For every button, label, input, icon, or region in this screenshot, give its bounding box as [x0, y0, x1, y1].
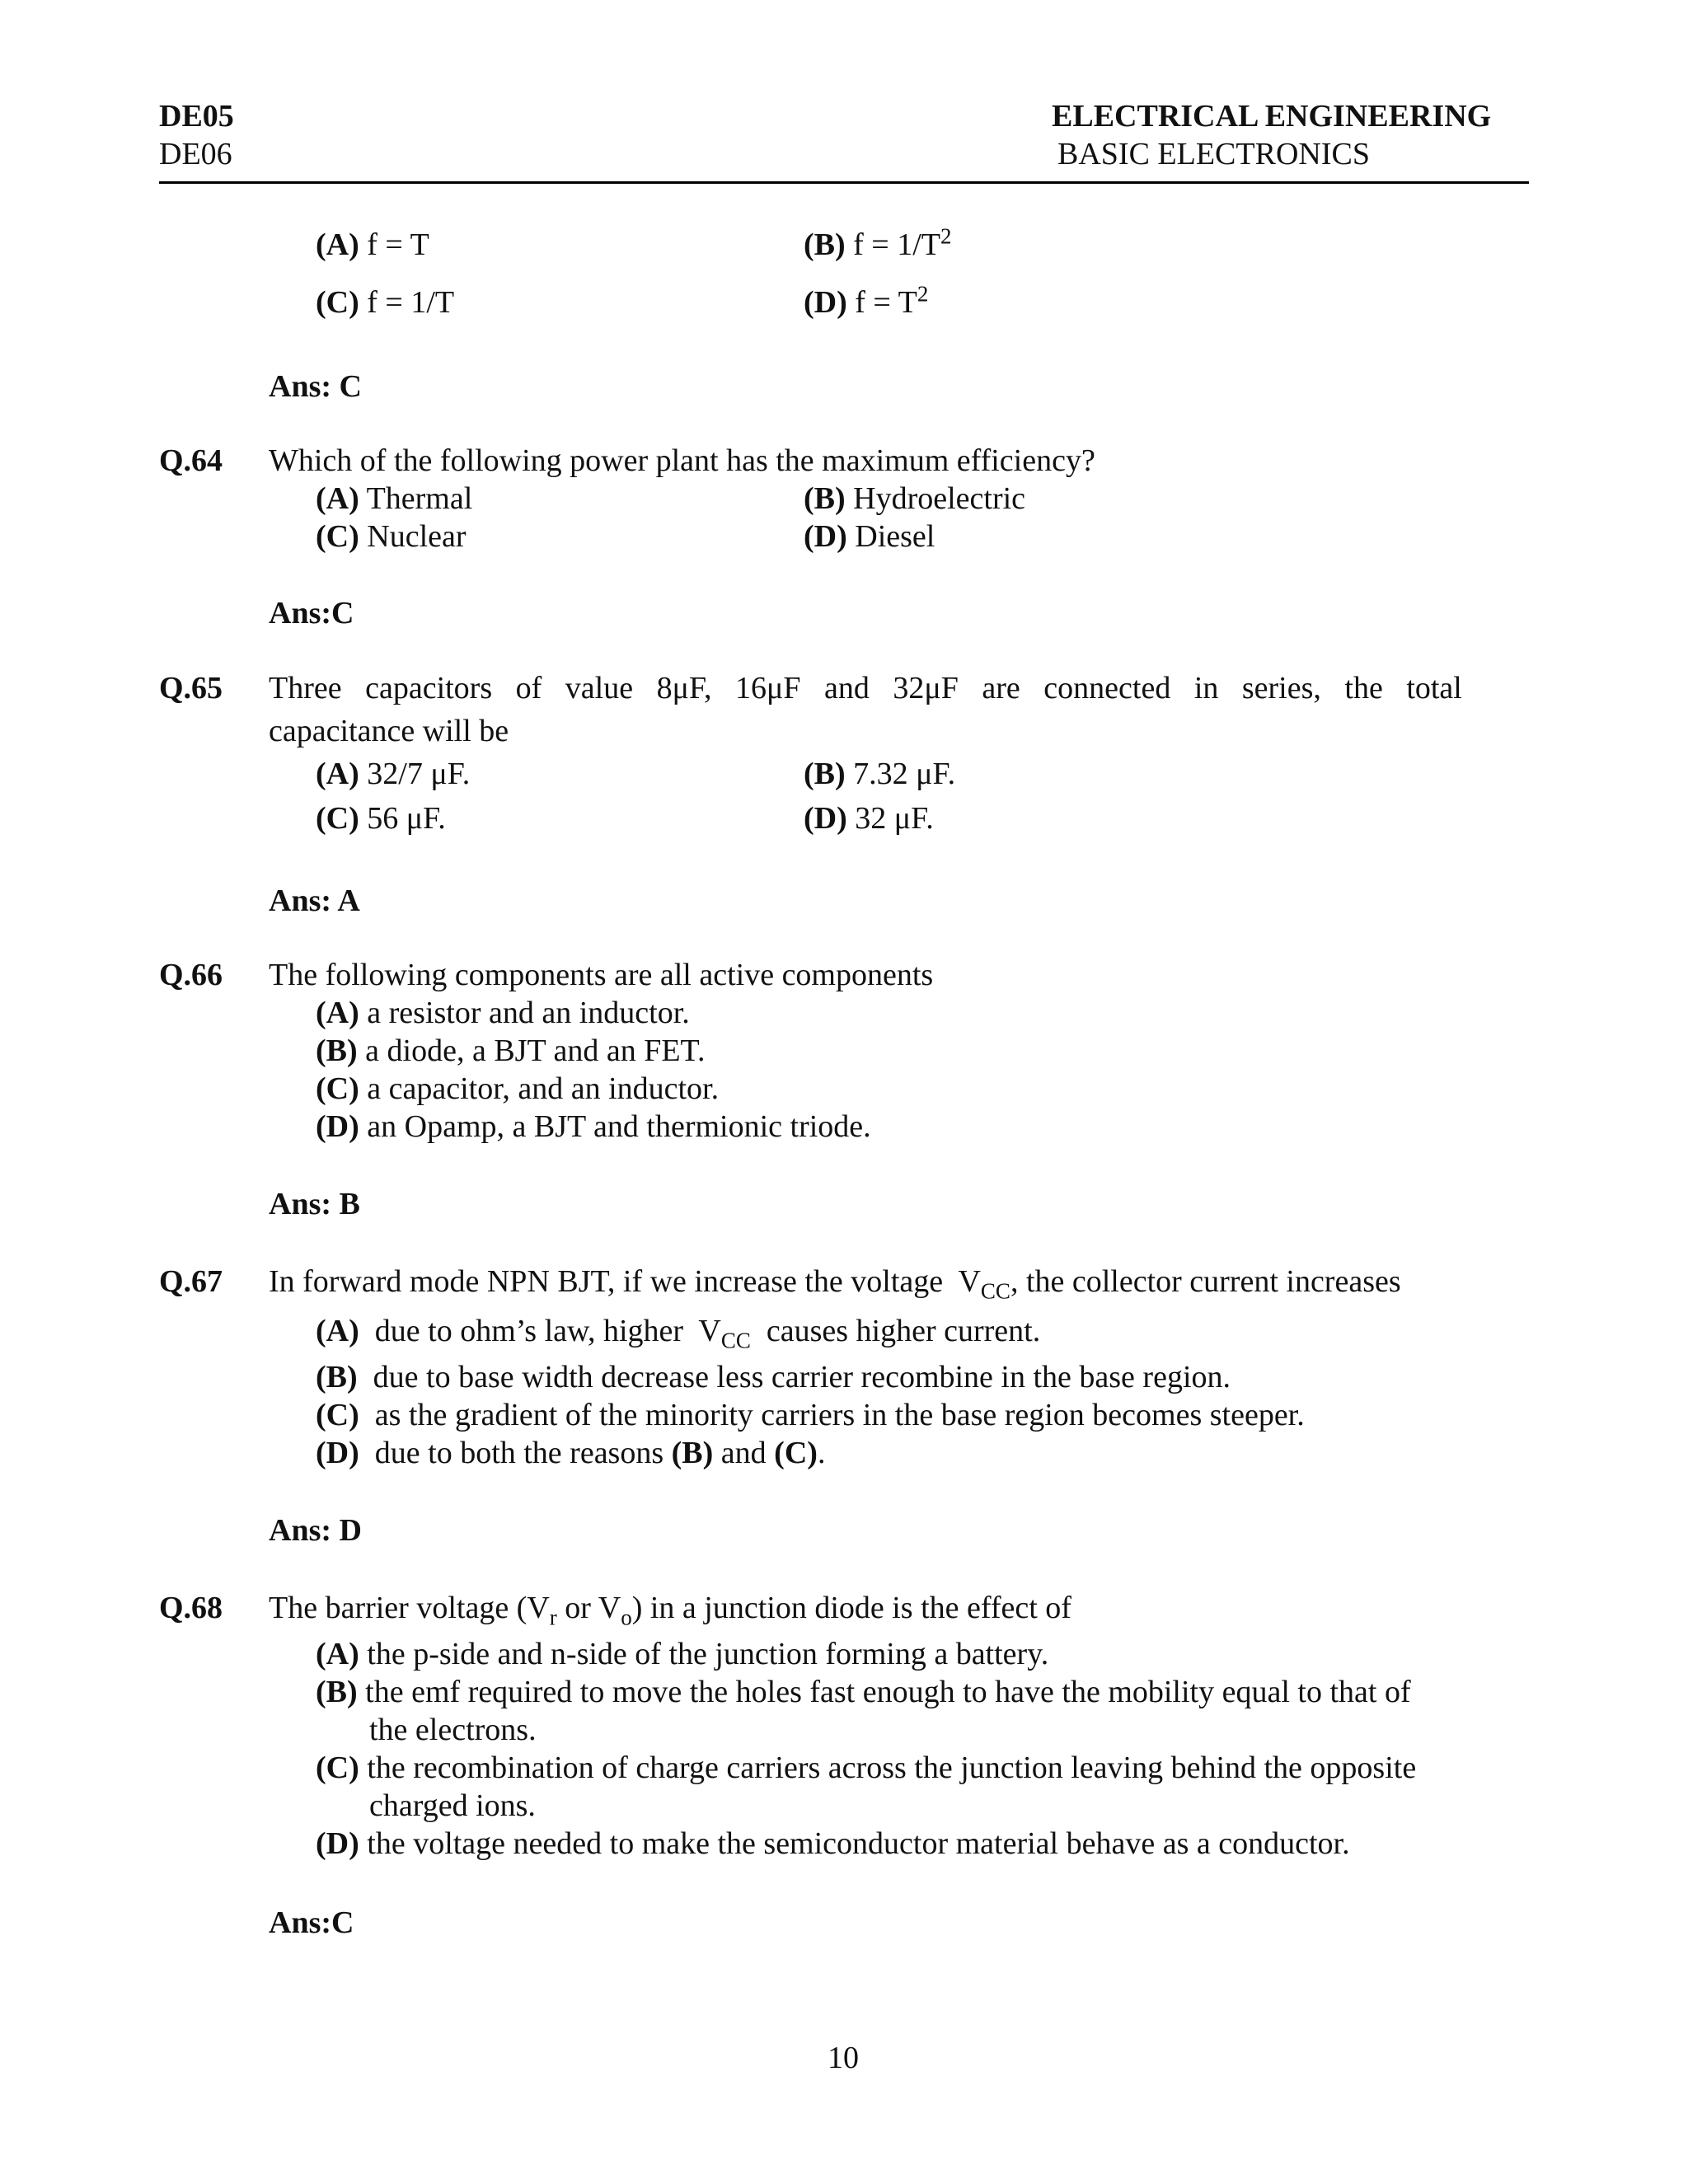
option-text: Diesel — [846, 519, 935, 554]
option-label: (B) — [316, 1033, 358, 1068]
option-label: (D) — [316, 1436, 359, 1470]
option-text: f = T — [846, 285, 917, 320]
q64-number: Q.64 — [159, 443, 223, 478]
option-label: (A) — [316, 1314, 359, 1348]
q66-number: Q.66 — [159, 958, 223, 992]
option-label: (C) — [316, 1750, 359, 1785]
option-text: 32 μF. — [846, 801, 934, 836]
option-text: a capacitor, and an inductor. — [359, 1071, 720, 1106]
q67-text — [269, 1263, 1401, 1304]
q66-option-d — [316, 1108, 871, 1146]
q65-option-d — [804, 799, 934, 837]
q65-text-line2: capacitance will be — [269, 714, 509, 748]
option-label: (B) — [316, 1675, 358, 1709]
q68-option-c — [316, 1749, 1416, 1787]
q64-option-d — [804, 518, 935, 555]
option-label: (A) — [316, 996, 359, 1030]
q65-number: Q.65 — [159, 671, 223, 705]
option-label: (A) — [316, 757, 359, 791]
option-text: Thermal — [359, 481, 473, 516]
option-label: (B) — [804, 757, 846, 791]
option-text: the recombination of charge carriers across the junction leaving behind the opposite — [359, 1750, 1417, 1785]
option-label: (B) — [804, 227, 846, 262]
option-text: due to base width decrease less carrier recombine in the base region. — [357, 1360, 1231, 1394]
q68-text-post: ) in a junction diode is the effect of — [631, 1591, 1071, 1625]
prev-answer: Ans: C — [269, 369, 362, 404]
option-label: (C) — [316, 1071, 359, 1106]
option-label: (D) — [804, 285, 847, 320]
option-text: the emf required to move the holes fast enough to have the mobility equal to that of — [357, 1675, 1411, 1709]
option-label: (C) — [316, 285, 359, 320]
q67-answer: Ans: D — [269, 1513, 362, 1548]
option-text: Nuclear — [359, 519, 467, 554]
subscript: CC — [980, 1278, 1010, 1304]
option-label: (D) — [316, 1826, 359, 1861]
q65-option-c — [316, 799, 446, 837]
q68-number: Q.68 — [159, 1591, 223, 1625]
option-text: f = T — [359, 227, 429, 262]
option-label: (A) — [316, 481, 359, 516]
subject-subtitle: BASIC ELECTRONICS — [1057, 137, 1370, 171]
subject-title: ELECTRICAL ENGINEERING — [1052, 99, 1492, 134]
option-text: the voltage needed to make the semiconductor material behave as a conductor. — [359, 1826, 1350, 1861]
option-text: due to ohm’s law, higher V — [359, 1314, 721, 1348]
q65-option-a — [316, 755, 470, 793]
ref-b: (B) — [671, 1436, 714, 1470]
q66-text: The following components are all active components — [269, 958, 934, 992]
q64-option-b — [804, 480, 1025, 518]
course-code-2: DE06 — [159, 137, 232, 171]
q68-option-a — [316, 1635, 1048, 1673]
q68-text — [269, 1589, 1071, 1630]
q67-option-a — [316, 1312, 1041, 1353]
option-label: (D) — [804, 519, 847, 554]
q68-option-b-cont: the electrons. — [369, 1713, 537, 1747]
q68-option-b — [316, 1673, 1411, 1711]
header-divider — [159, 181, 1529, 184]
option-text: a diode, a BJT and an FET. — [357, 1033, 706, 1068]
q64-option-c — [316, 518, 467, 555]
q64-answer: Ans:C — [269, 596, 354, 630]
option-label: (D) — [804, 801, 847, 836]
option-label: (A) — [316, 227, 359, 262]
q68-text-pre: The barrier voltage (V — [269, 1591, 550, 1625]
option-text-post: . — [817, 1436, 826, 1470]
ref-c: (C) — [774, 1436, 818, 1470]
prev-option-b — [804, 223, 952, 264]
q67-option-c — [316, 1396, 1305, 1434]
q66-answer: Ans: B — [269, 1187, 360, 1221]
prev-option-c — [316, 284, 454, 321]
q68-text-mid: or V — [556, 1591, 621, 1625]
option-label: (B) — [804, 481, 846, 516]
option-label: (C) — [316, 801, 359, 836]
option-label: (A) — [316, 1637, 359, 1671]
option-label: (C) — [316, 1398, 359, 1432]
q67-option-b — [316, 1358, 1231, 1396]
option-text: 7.32 μF. — [845, 757, 956, 791]
q66-option-a — [316, 994, 690, 1032]
option-text: due to both the reasons — [359, 1436, 672, 1470]
q66-option-b — [316, 1032, 705, 1070]
subscript: o — [621, 1605, 632, 1630]
option-text-mid: and — [713, 1436, 775, 1470]
q65-option-b — [804, 755, 955, 793]
prev-option-d — [804, 281, 929, 321]
q67-option-d — [316, 1434, 825, 1472]
q66-option-c — [316, 1070, 719, 1108]
subscript: CC — [720, 1328, 751, 1353]
q65-text-line1: Three capacitors of value 8μF, 16μF and 32μF are connected in series, the total — [269, 671, 1462, 705]
option-label: (C) — [316, 519, 359, 554]
q68-option-d — [316, 1825, 1350, 1863]
option-text: f = 1/T — [845, 227, 941, 262]
option-label: (B) — [316, 1360, 358, 1394]
q68-answer: Ans:C — [269, 1905, 354, 1940]
q67-number: Q.67 — [159, 1264, 223, 1299]
option-text: a resistor and an inductor. — [359, 996, 690, 1030]
option-text: f = 1/T — [359, 285, 455, 320]
page-number: 10 — [828, 2041, 859, 2075]
subscript: r — [549, 1605, 557, 1630]
option-text: as the gradient of the minority carriers in the base region becomes steeper. — [359, 1398, 1305, 1432]
q67-text-pre: In forward mode NPN BJT, if we increase the voltage V — [269, 1264, 981, 1299]
prev-option-a — [316, 226, 429, 264]
course-code-1: DE05 — [159, 99, 234, 134]
q64-option-a — [316, 480, 472, 518]
exponent: 2 — [940, 223, 952, 249]
exponent: 2 — [917, 281, 929, 307]
option-text-post: causes higher current. — [750, 1314, 1041, 1348]
q68-option-c-cont: charged ions. — [369, 1788, 536, 1823]
option-text: an Opamp, a BJT and thermionic triode. — [359, 1109, 871, 1144]
q67-text-post: , the collector current increases — [1010, 1264, 1401, 1299]
option-text: the p-side and n-side of the junction forming a battery. — [359, 1637, 1049, 1671]
option-label: (D) — [316, 1109, 359, 1144]
option-text: 56 μF. — [359, 801, 446, 836]
option-text: Hydroelectric — [845, 481, 1026, 516]
option-text: 32/7 μF. — [359, 757, 471, 791]
q64-text: Which of the following power plant has the maximum efficiency? — [269, 443, 1095, 478]
q65-answer: Ans: A — [269, 883, 360, 918]
